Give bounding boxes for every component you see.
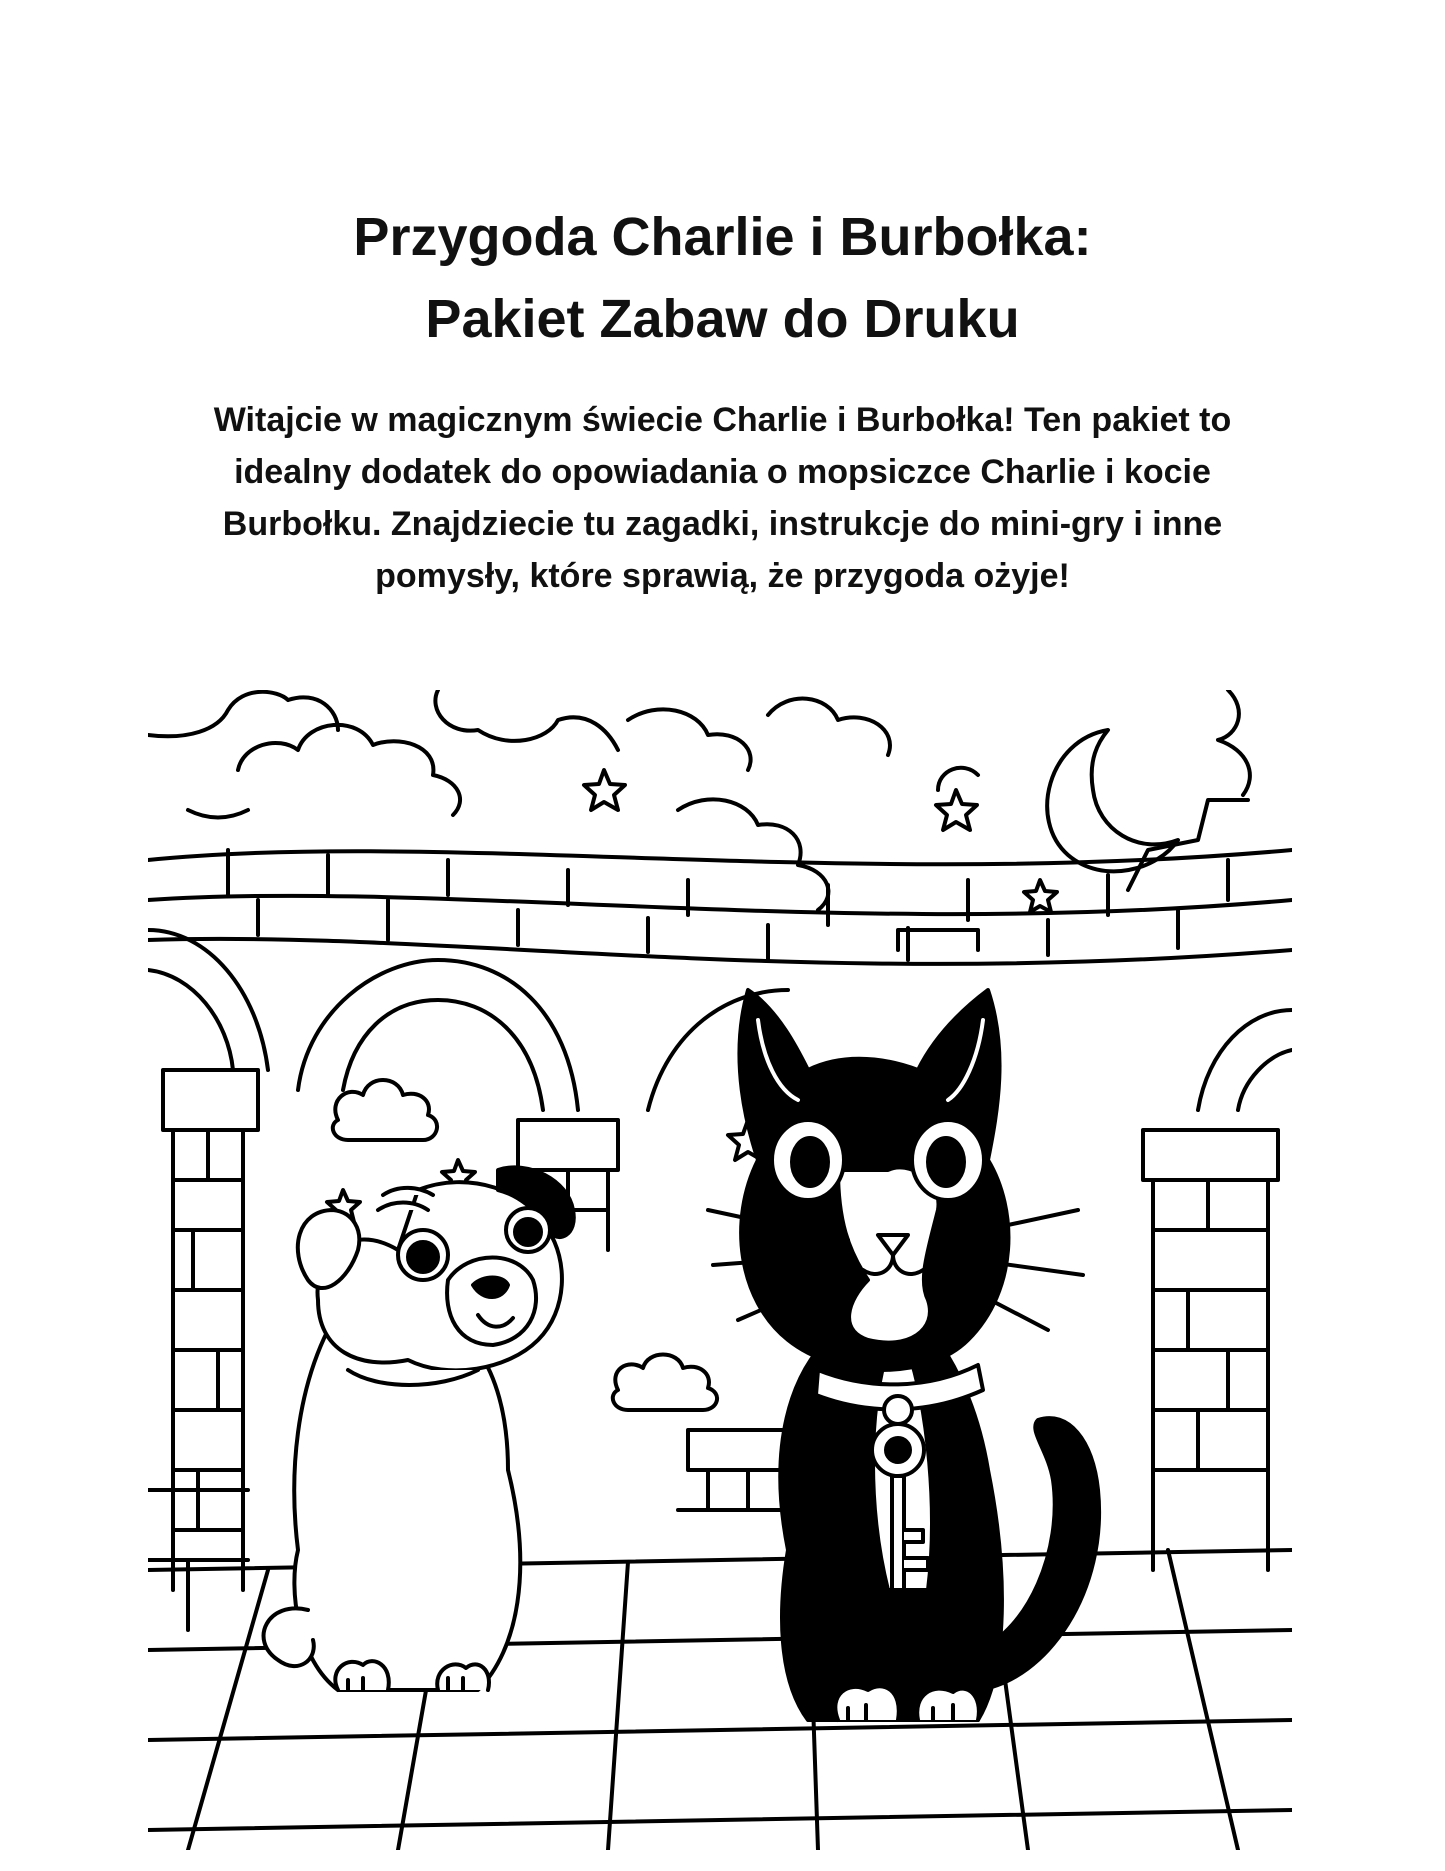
page-title [0, 196, 1445, 360]
intro-paragraph: Witajcie w magicznym świecie Charlie i Burbołka! Ten pakiet to idealny dodatek do opowiadania o mopsiczce Charlie i kocie Burbołku. Znajdziecie tu zagadki, instrukcje do mini-gry i inne pomysły, które sprawią, że przygoda ożyje! [213, 401, 1232, 595]
arches [148, 930, 1292, 1110]
title-line-2: Pakiet Zabaw do Druku [425, 289, 1020, 350]
title-line-1: Przygoda Charlie i Burbołka: [353, 207, 1092, 268]
upper-wall [148, 800, 1292, 964]
cat-burbolek [708, 990, 1099, 1720]
sky-clouds [148, 690, 1250, 910]
pug-charlie [264, 1167, 574, 1690]
coloring-illustration [148, 690, 1292, 1850]
crescent-moon [1047, 730, 1178, 871]
